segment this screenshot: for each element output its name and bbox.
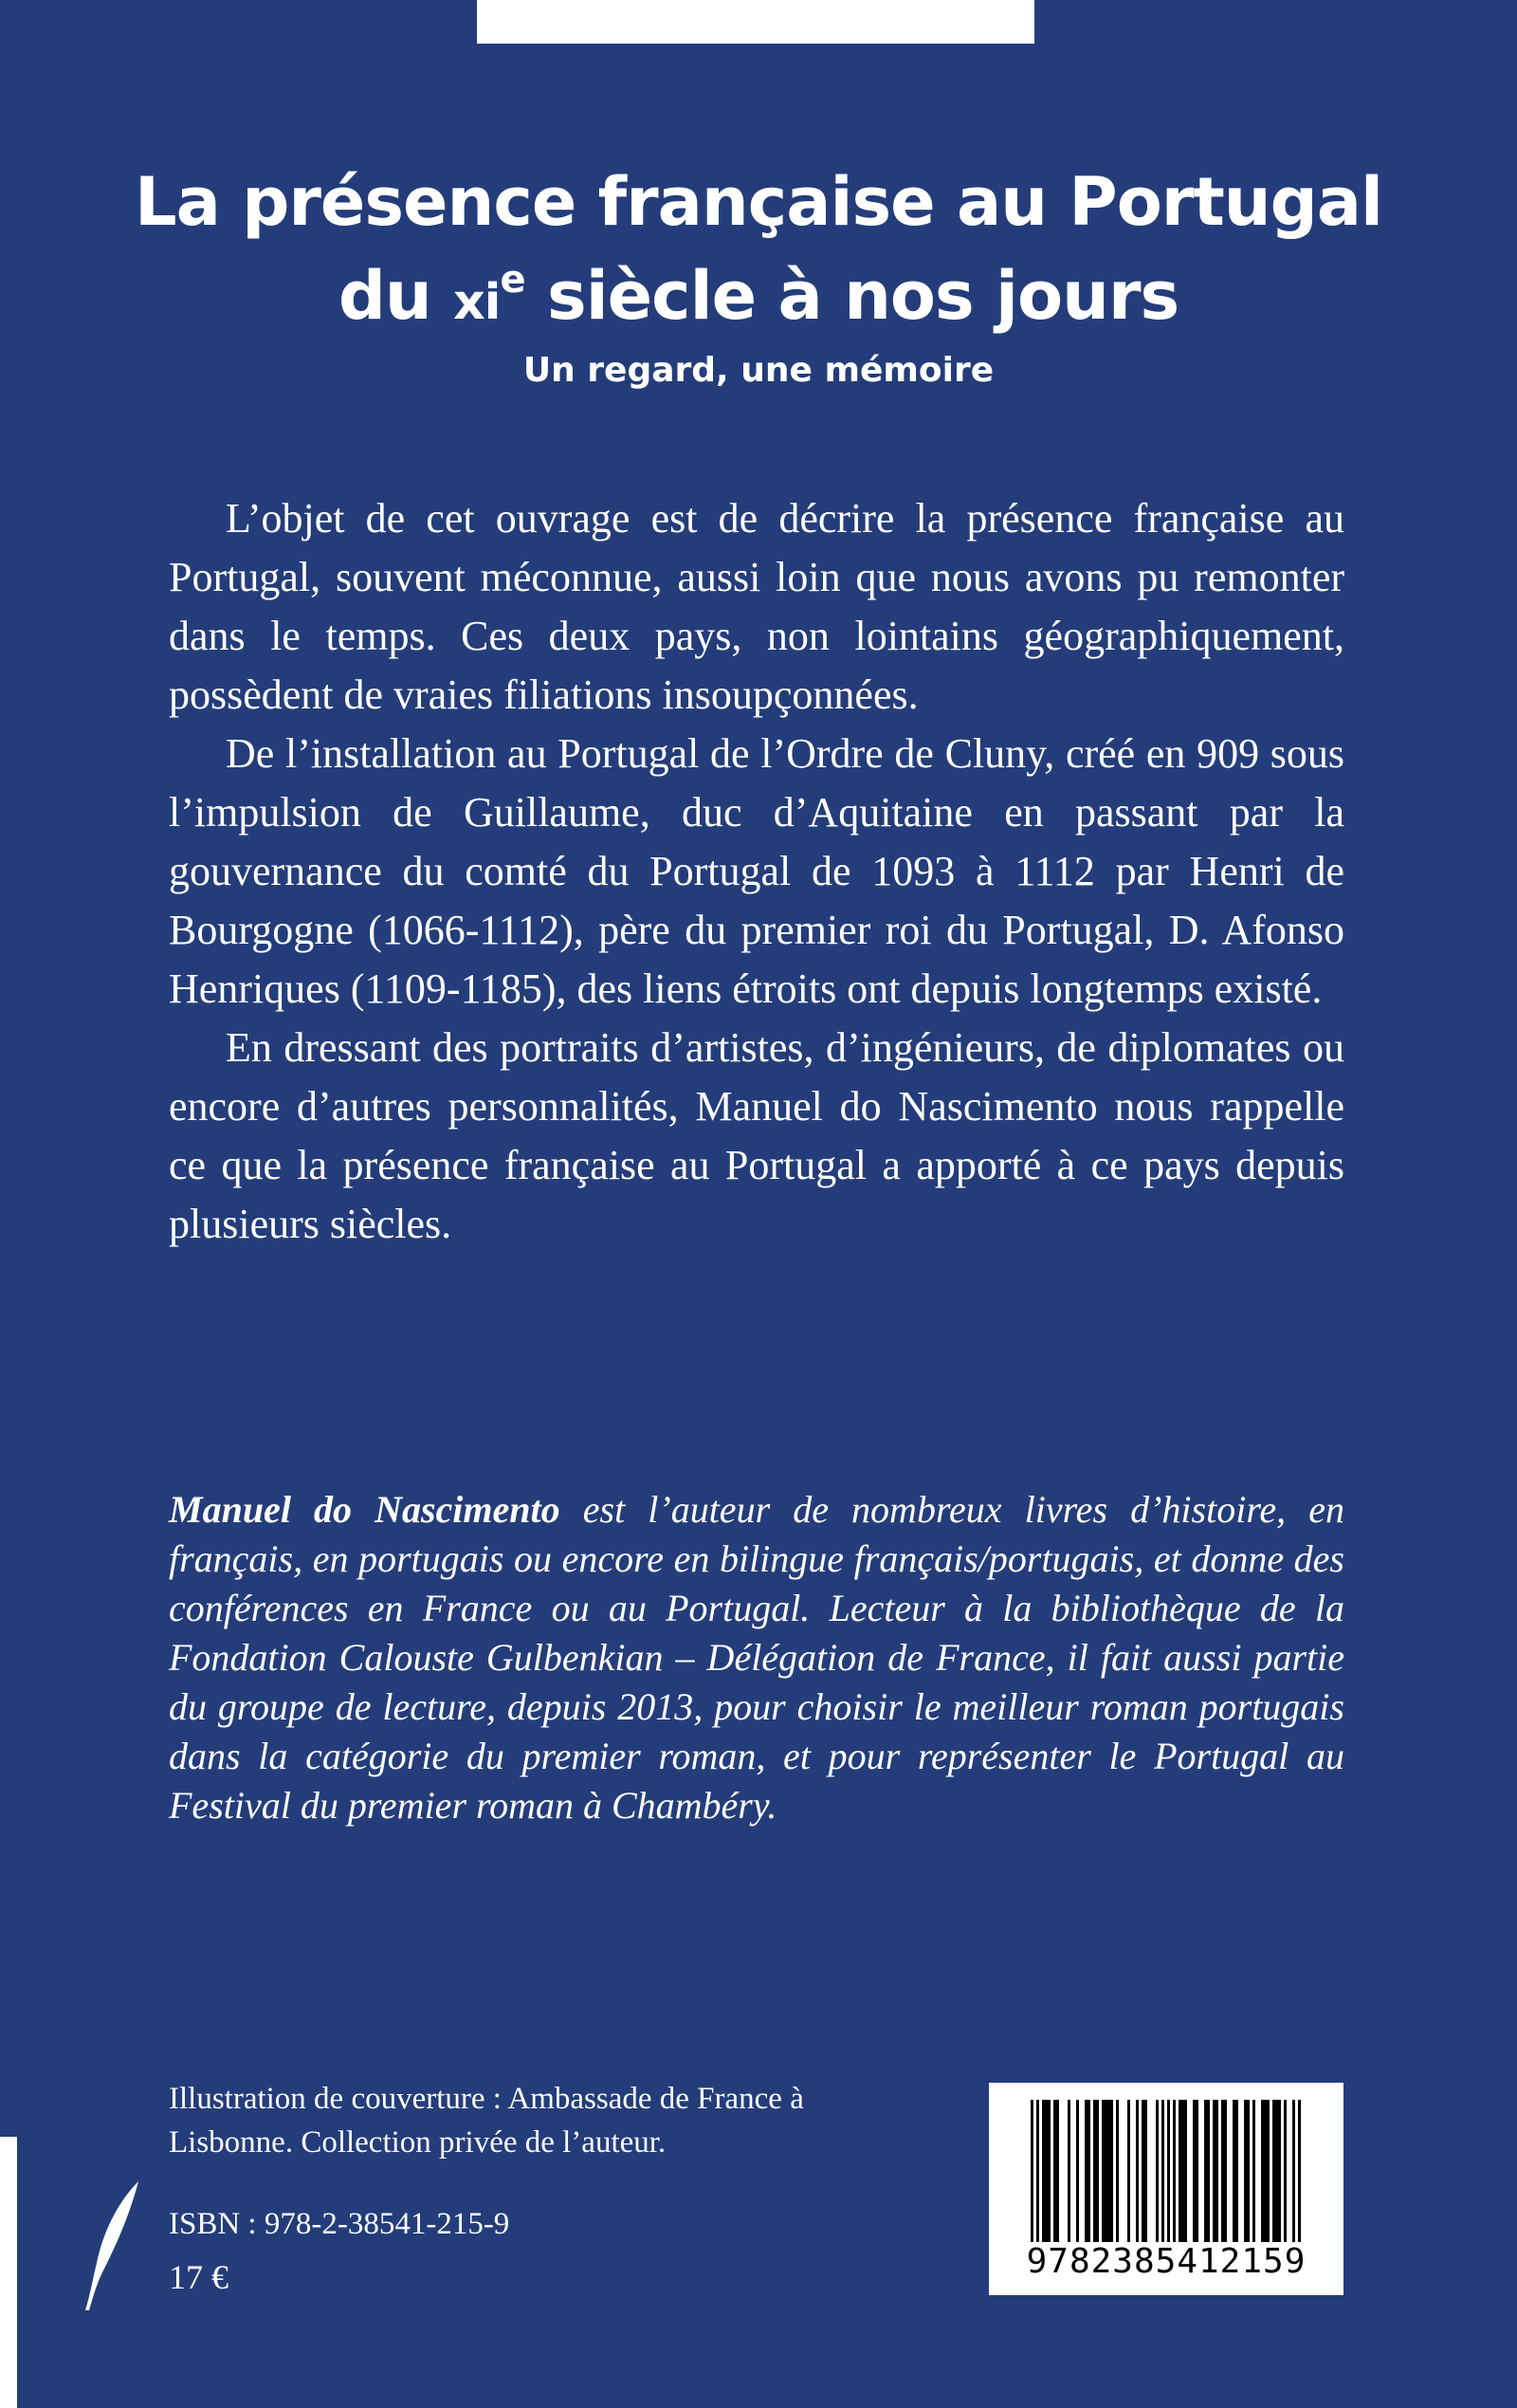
barcode-bar [1179,2100,1181,2242]
barcode-bar [1127,2100,1130,2242]
author-bio [169,1485,1344,1830]
barcode-bar [1193,2100,1196,2242]
title-century: xi [453,274,501,331]
barcode-bar [1233,2100,1235,2242]
barcode-bar [1156,2100,1159,2242]
barcode-bar [1161,2100,1164,2242]
barcode-bar [1068,2100,1070,2242]
price: 17 € [169,2258,228,2296]
book-title-line1: La présence française au Portugal [135,163,1382,241]
barcode-bar [1292,2100,1295,2242]
barcode-bar [1204,2100,1207,2242]
barcode-bar [1221,2100,1224,2242]
barcode-bar [1093,2100,1096,2242]
barcode-bar [1184,2100,1187,2242]
barcode-bar [1110,2100,1113,2242]
barcode-bar [1267,2100,1270,2242]
barcode-bar [1167,2100,1170,2242]
isbn: ISBN : 978-2-38541-215-9 [169,2207,510,2241]
book-title-line2 [95,257,1422,335]
barcode-bar [1136,2100,1139,2242]
barcode-bar [1142,2100,1144,2242]
barcode-bar [1107,2100,1110,2242]
barcode-bar [1224,2100,1227,2242]
barcode-bar [1261,2100,1264,2242]
barcode-bar [1284,2100,1287,2242]
top-white-tab [477,0,1034,44]
barcode-bar [1207,2100,1210,2242]
barcode-bar [1278,2100,1281,2242]
summary-paragraph-3: En dressant des portraits d’artistes, d’ingénieurs, de diplomates ou encore d’autres personnalités, Manuel do Nascimento nous rappelle ce que la présence française au Portugal a apporté à ce pays depuis plusieurs siècles. [169,1024,1344,1247]
feather-icon [83,2179,142,2312]
barcode-bar [1144,2100,1147,2242]
barcode-bar [1042,2100,1045,2242]
barcode-bar [1247,2100,1250,2242]
barcode-bar [1087,2100,1090,2242]
barcode-bar [1264,2100,1267,2242]
barcode-bar [1056,2100,1059,2242]
barcode-bar [1275,2100,1278,2242]
title-suffix: siècle à nos jours [524,257,1179,335]
barcode-bar [1085,2100,1087,2242]
barcode-bar [1053,2100,1056,2242]
spine-edge-strip [0,2137,17,2408]
book-subtitle: Un regard, une mémoire [522,351,995,390]
barcode-bar [1196,2100,1198,2242]
barcode-bar [1096,2100,1099,2242]
cover-credits: Illustration de couverture : Ambassade de France à Lisbonne. Collection privée de l’auteur. [169,2082,804,2160]
barcode-number: 9782385412159 [1026,2242,1307,2281]
barcode-bar [1213,2100,1215,2242]
title-prefix: du [338,257,454,335]
author-bio-paragraph [169,1485,1344,1830]
summary-paragraph-2: De l’installation au Portugal de l’Ordre de Cluny, créé en 909 sous l’impulsion de Guillaume, duc d’Aquitaine en passant par la gouvernance du comté du Portugal de 1093 à 1112 par Henri de Bourgogne (1066-1112), père du premier roi du Portugal, D. Afonso Henriques (1109-1185), des liens étroits ont depuis longtemps existé. [169,730,1344,1012]
barcode-bar [1272,2100,1275,2242]
barcode-bar [1244,2100,1247,2242]
barcode-bar [1045,2100,1048,2242]
barcode-bar [1031,2100,1033,2242]
barcode-bar [1235,2100,1238,2242]
author-bio-text: est l’auteur de nombreux livres d’histoire, en français, en portugais ou encore en bilingue français/portugais, et donne des conférences en France ou au Portugal. Lecteur à la bibliothèque de la Fondation Calouste Gulbenkian – Délégation de France, il fait aussi partie du groupe de lecture, depuis 2013, pour choisir le meilleur roman portugais dans la catégorie du premier roman, et pour représenter le Portugal au Festival du premier roman à Chambéry. [169,1488,1344,1827]
barcode-bar [1076,2100,1079,2242]
barcode-bar [1105,2100,1107,2242]
title-century-sup: e [500,258,525,302]
barcode-bar [1298,2100,1301,2242]
barcode-bar [1252,2100,1255,2242]
summary-text [169,489,1344,1254]
author-name: Manuel do Nascimento [169,1488,560,1531]
barcode-bar [1173,2100,1176,2242]
barcode-bar [1102,2100,1105,2242]
barcode-bar [1036,2100,1039,2242]
summary-paragraph-1: L’objet de cet ouvrage est de décrire la présence française au Portugal, souvent méconnue, aussi loin que nous avons pu remonter dans le temps. Ces deux pays, non lointains géographiquement, possèdent de vraies filiations insoupçonnées. [169,495,1344,718]
barcode [989,2083,1343,2295]
barcode-bar [1181,2100,1184,2242]
barcode-bar [1116,2100,1119,2242]
barcode-bars [989,2083,1343,2244]
barcode-bar [1048,2100,1051,2242]
barcode-bar [1215,2100,1218,2242]
